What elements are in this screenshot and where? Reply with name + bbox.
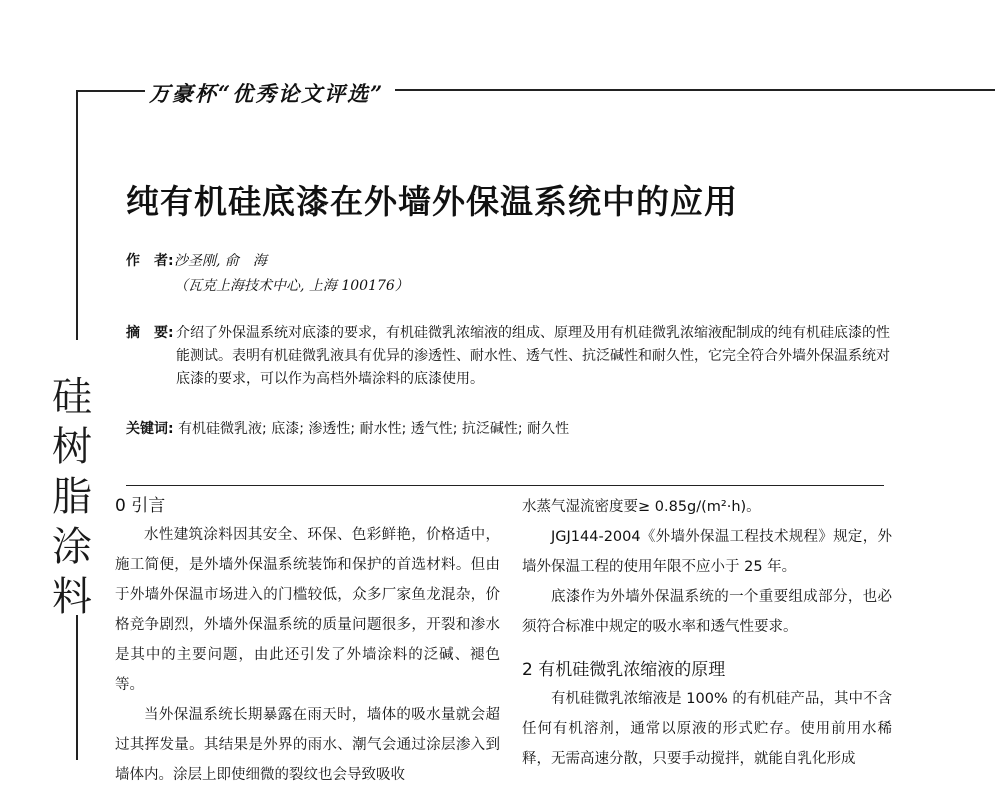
keywords-line [126,418,569,438]
side-label-char: 料 [52,574,92,620]
affiliation: （瓦克上海技术中心, 上海 100176） [174,278,409,294]
side-label-char: 硅 [52,374,92,420]
side-label-char: 涂 [52,524,92,570]
header-rule-left [76,90,146,92]
authors-label: 作 者: [126,253,174,269]
left-paragraph-2: 当外保温系统长期暴露在雨天时，墙体的吸水量就会超过其挥发量。其结果是外界的雨水、潮气会通过涂层渗入到墙体内。涂层上即使细微的裂纹也会导致吸收 [115,707,500,783]
left-paragraph-1: 水性建筑涂料因其安全、环保、色彩鲜艳，价格适中，施工简便，是外墙外保温系统装饰和保护的首选材料。但由于外墙外保温市场进入的门槛较低，众多厂家鱼龙混杂，价格竞争剧烈，外墙外保温系统的质量问题很多，开裂和渗水是其中的主要问题，由此还引发了外墙涂料的泛碱、褪色等。 [115,527,500,693]
side-label-char: 脂 [52,474,92,520]
right-column [522,492,892,774]
section-heading-principle: 2 有机硅微乳浓缩液的原理 [522,660,726,680]
column-top-rule [126,485,884,486]
header-rule-right [395,89,995,91]
side-column-label [52,372,92,622]
abstract-text: 介绍了外保温系统对底漆的要求，有机硅微乳浓缩液的组成、原理及用有机硅微乳浓缩液配制成的纯有机硅底漆的性能测试。表明有机硅微乳液具有优异的渗透性、耐水性、透气性、抗泛碱性和耐久性，它完全符合外墙外保温系统对底漆的要求，可以作为高档外墙涂料的底漆使用。 [176,325,890,387]
keywords-text: 有机硅微乳液; 底漆; 渗透性; 耐水性; 透气性; 抗泛碱性; 耐久性 [178,421,570,437]
authors-line [126,250,267,270]
right-paragraph-3: 有机硅微乳浓缩液是 100% 的有机硅产品，其中不含任何有机溶剂，通常以原液的形式贮存。使用前用水稀释，无需高速分散，只要手动搅拌，就能自乳化形成 [522,691,892,767]
right-paragraph-1: JGJ144-2004《外墙外保温工程技术规程》规定，外墙外保温工程的使用年限不应小于 25 年。 [522,529,892,575]
right-paragraph-2: 底漆作为外墙外保温系统的一个重要组成部分，也必须符合标准中规定的吸水率和透气性要求。 [522,589,892,635]
keywords-label: 关键词: [126,421,174,437]
article-title: 纯有机硅底漆在外墙外保温系统中的应用 [126,182,738,221]
left-column [115,492,500,790]
margin-line-bottom [76,615,78,760]
authors: 沙圣刚, 俞 海 [174,253,267,269]
abstract-block [126,322,896,391]
abstract-label: 摘 要: [126,325,174,341]
right-line-1: 水蒸气湿流密度要≥ 0.85g/(m²·h)。 [522,499,761,515]
margin-line-top [76,90,78,340]
affiliation-line [174,275,409,295]
side-label-char: 树 [52,424,92,470]
contest-title: 万豪杯“优秀论文评选” [145,78,388,108]
section-heading-intro: 0 引言 [115,496,166,516]
